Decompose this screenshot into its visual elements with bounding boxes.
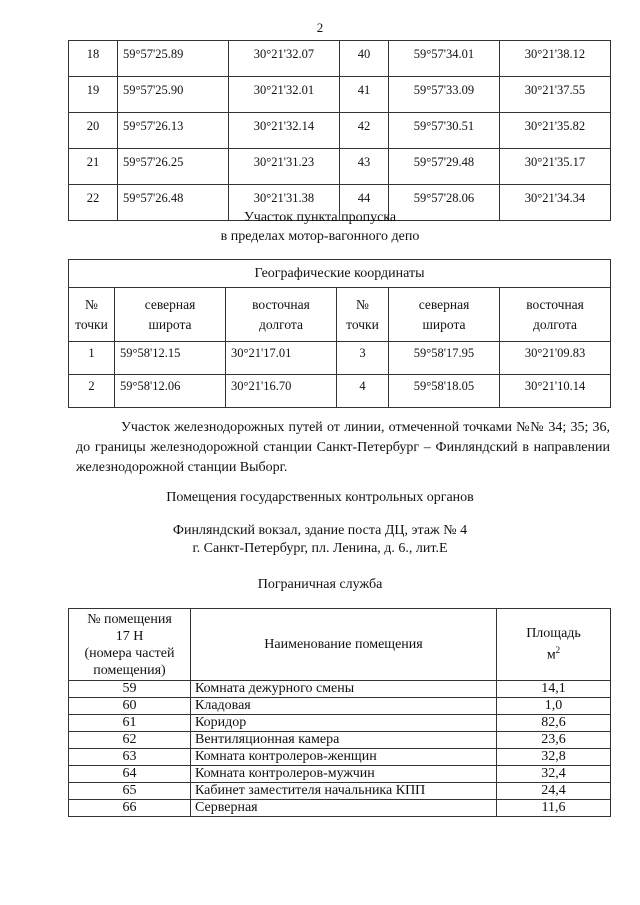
- east-longitude: 30°21'37.55: [500, 77, 611, 113]
- room-number: 60: [69, 698, 191, 715]
- north-latitude: 59°57'33.09: [389, 77, 500, 113]
- room-area: 23,6: [497, 732, 611, 749]
- east-longitude: 30°21'17.01: [226, 342, 337, 375]
- room-name: Вентиляционная камера: [191, 732, 497, 749]
- room-name: Комната контролеров-женщин: [191, 749, 497, 766]
- coordinates-table: [68, 40, 611, 221]
- point-number: 21: [69, 149, 118, 185]
- point-number: 22: [69, 185, 118, 221]
- header-east-longitude: восточная долгота: [226, 288, 337, 342]
- point-number: 44: [340, 185, 389, 221]
- table-row: [69, 766, 611, 783]
- table-row: [69, 77, 611, 113]
- room-name: Комната контролеров-мужчин: [191, 766, 497, 783]
- header-room-number: № помещения 17 Н (номера частей помещения): [69, 609, 191, 681]
- table-row: [69, 783, 611, 800]
- point-number: 4: [337, 375, 389, 408]
- room-number: 64: [69, 766, 191, 783]
- table-row: [69, 749, 611, 766]
- east-longitude: 30°21'10.14: [500, 375, 611, 408]
- premises-table: [68, 608, 611, 817]
- premises-heading: Помещения государственных контрольных органов: [166, 490, 474, 505]
- room-name: Комната дежурного смены: [191, 681, 497, 698]
- point-number: 18: [69, 41, 118, 77]
- north-latitude: 59°58'18.05: [389, 375, 500, 408]
- header-north-latitude: северная широта: [115, 288, 226, 342]
- north-latitude: 59°57'26.25: [118, 149, 229, 185]
- header-room-area: Площадь $м^2$: [497, 609, 611, 681]
- room-area: 82,6: [497, 715, 611, 732]
- point-number: 3: [337, 342, 389, 375]
- page-number: 2: [316, 20, 324, 35]
- room-area: 32,8: [497, 749, 611, 766]
- depot-table-title: Географические координаты: [69, 260, 611, 288]
- room-name: Кладовая: [191, 698, 497, 715]
- room-number: 66: [69, 800, 191, 817]
- table-row: [69, 149, 611, 185]
- room-area: 1,0: [497, 698, 611, 715]
- east-longitude: 30°21'35.82: [500, 113, 611, 149]
- table-row: [69, 375, 611, 408]
- station-building-line: Финляндский вокзал, здание поста ДЦ, этаж № 4: [172, 523, 468, 538]
- north-latitude: 59°57'28.06: [389, 185, 500, 221]
- room-area: 14,1: [497, 681, 611, 698]
- table-row: [69, 113, 611, 149]
- east-longitude: 30°21'34.34: [500, 185, 611, 221]
- room-number: 59: [69, 681, 191, 698]
- point-number: 42: [340, 113, 389, 149]
- north-latitude: 59°57'26.13: [118, 113, 229, 149]
- room-area: 32,4: [497, 766, 611, 783]
- room-number: 62: [69, 732, 191, 749]
- depot-section-subtitle: в пределах мотор-вагонного депо: [220, 229, 420, 244]
- point-number: 41: [340, 77, 389, 113]
- north-latitude: 59°58'17.95: [389, 342, 500, 375]
- north-latitude: 59°58'12.06: [115, 375, 226, 408]
- point-number: 20: [69, 113, 118, 149]
- header-east-longitude: восточная долгота: [500, 288, 611, 342]
- north-latitude: 59°58'12.15: [115, 342, 226, 375]
- table-row: [69, 342, 611, 375]
- east-longitude: 30°21'31.38: [229, 185, 340, 221]
- east-longitude: 30°21'32.01: [229, 77, 340, 113]
- east-longitude: 30°21'38.12: [500, 41, 611, 77]
- point-number: 43: [340, 149, 389, 185]
- depot-section-title: Участок пункта пропуска: [243, 210, 397, 225]
- point-number: 2: [69, 375, 115, 408]
- room-name: Коридор: [191, 715, 497, 732]
- room-number: 65: [69, 783, 191, 800]
- east-longitude: 30°21'32.14: [229, 113, 340, 149]
- header-point-number: № точки: [69, 288, 115, 342]
- east-longitude: 30°21'16.70: [226, 375, 337, 408]
- point-number: 40: [340, 41, 389, 77]
- depot-coordinates-table: [68, 259, 611, 408]
- room-name: Кабинет заместителя начальника КПП: [191, 783, 497, 800]
- table-row: [69, 41, 611, 77]
- east-longitude: 30°21'09.83: [500, 342, 611, 375]
- room-name: Серверная: [191, 800, 497, 817]
- north-latitude: 59°57'26.48: [118, 185, 229, 221]
- room-area: 24,4: [497, 783, 611, 800]
- east-longitude: 30°21'35.17: [500, 149, 611, 185]
- header-north-latitude: северная широта: [389, 288, 500, 342]
- north-latitude: 59°57'25.89: [118, 41, 229, 77]
- header-room-name: Наименование помещения: [191, 609, 497, 681]
- north-latitude: 59°57'25.90: [118, 77, 229, 113]
- table-row: [69, 681, 611, 698]
- table-row: [69, 715, 611, 732]
- table-row: [69, 732, 611, 749]
- room-number: 61: [69, 715, 191, 732]
- table-row: [69, 800, 611, 817]
- border-service-heading: Пограничная служба: [257, 577, 383, 592]
- north-latitude: 59°57'29.48: [389, 149, 500, 185]
- point-number: 1: [69, 342, 115, 375]
- track-section-paragraph: Участок железнодорожных путей от линии, отмеченной точками №№ 34; 35; 36, до границы железнодорожной станции Санкт-Петербург – Финляндский в направлении железнодорожной станции Выборг.: [76, 420, 610, 475]
- table-row: [69, 698, 611, 715]
- room-number: 63: [69, 749, 191, 766]
- point-number: 19: [69, 77, 118, 113]
- north-latitude: 59°57'30.51: [389, 113, 500, 149]
- station-address-line: г. Санкт-Петербург, пл. Ленина, д. 6., лит.Е: [192, 541, 448, 556]
- east-longitude: 30°21'32.07: [229, 41, 340, 77]
- room-area: 11,6: [497, 800, 611, 817]
- header-point-number: № точки: [337, 288, 389, 342]
- east-longitude: 30°21'31.23: [229, 149, 340, 185]
- north-latitude: 59°57'34.01: [389, 41, 500, 77]
